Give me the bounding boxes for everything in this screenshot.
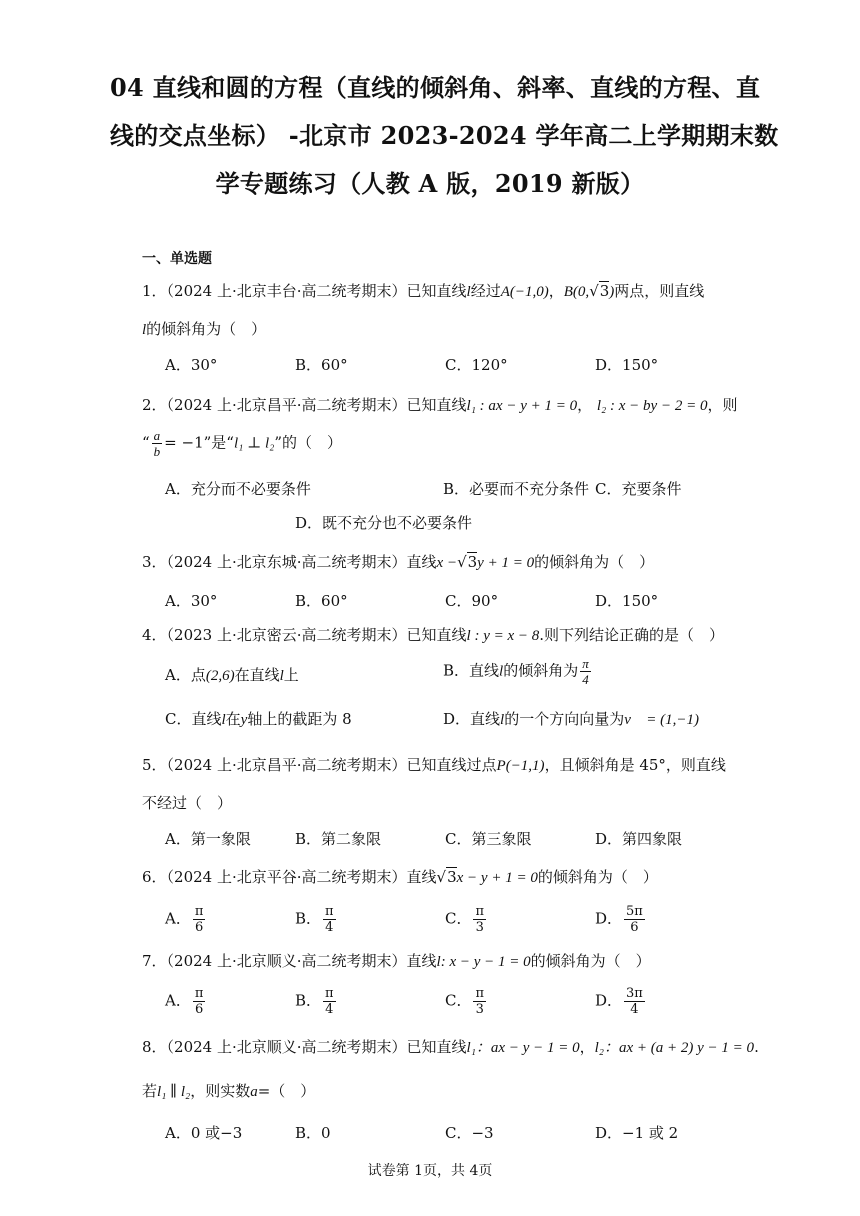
question-3-option-c[interactable]: C．90° — [445, 592, 499, 610]
question-7-option-b[interactable]: B． $\frac{\pi}{4}$ — [295, 986, 334, 1017]
question-6-stem: 6．（2024 上·北京平谷·高二统考期末）直线√3x − y + 1 = 0的倾斜角为（ ） — [142, 868, 658, 886]
question-7-option-c[interactable]: C． $\frac{\pi}{3}$ — [445, 986, 485, 1017]
question-8-stem-line-2: 若l₁ ∥ l₂，则实数a=（ ） — [142, 1082, 316, 1100]
question-8-option-a[interactable]: A．0 或−3 — [165, 1124, 243, 1142]
question-6-option-b[interactable]: B． $\frac{\pi}{4}$ — [295, 904, 334, 935]
question-2-stem-line-2: “ $\frac{a}{b}$ = −1”是“l₁ ⊥ l₂”的（ ） — [142, 428, 343, 459]
question-1-option-a[interactable]: A．30° — [165, 356, 218, 374]
question-2-option-a[interactable]: A．充分而不必要条件 — [165, 480, 311, 498]
question-4-stem: 4．（2023 上·北京密云·高二统考期末）已知直线l : y = x − 8.则下列结论正确的是（ ） — [142, 626, 725, 644]
question-8-option-d[interactable]: D．−1 或 2 — [595, 1124, 679, 1142]
question-3-option-d[interactable]: D．150° — [595, 592, 659, 610]
question-2-option-c[interactable]: C．充要条件 — [595, 480, 682, 498]
section-heading: 一、单选题 — [142, 251, 212, 267]
title-line-1: 04 直线和圆的方程（直线的倾斜角、斜率、直线的方程、直 — [110, 73, 761, 102]
question-8-stem: 8．（2024 上·北京顺义·高二统考期末）已知直线l₁：ax − y − 1 = 0，l₂：ax + (a + 2) y − 1 = 0. — [142, 1038, 759, 1056]
question-3-option-b[interactable]: B．60° — [295, 592, 348, 610]
question-2-option-b[interactable]: B．必要而不充分条件 — [443, 480, 590, 498]
question-4-option-d[interactable]: D．直线l的一个方向向量为v⃗ = (1,−1) — [443, 710, 700, 728]
question-5-stem: 5．（2024 上·北京昌平·高二统考期末）已知直线过点P(−1,1)，且倾斜角是 45°，则直线 — [142, 756, 726, 774]
question-6-option-a[interactable]: A． $\frac{\pi}{6}$ — [165, 904, 204, 935]
question-2-stem: 2．（2024 上·北京昌平·高二统考期末）已知直线l₁ : ax − y + 1 = 0， l₂ : x − by − 2 = 0，则 — [142, 396, 738, 414]
question-2-option-d[interactable]: D．既不充分也不必要条件 — [295, 514, 473, 532]
question-4-option-b[interactable]: B．直线l的倾斜角为 $\frac{\pi}{4}$ — [443, 656, 589, 687]
page-footer: 试卷第 1页，共 4页 — [367, 1163, 493, 1179]
question-5-option-b[interactable]: B．第二象限 — [295, 830, 382, 848]
question-1-stem: 1．（2024 上·北京丰台·高二统考期末）已知直线l经过A(−1,0)，B(0,√3)两点，则直线 — [142, 282, 705, 300]
question-3-stem: 3．（2024 上·北京东城·高二统考期末）直线x −√3y + 1 = 0的倾斜角为（ ） — [142, 553, 655, 571]
question-1-stem-line-2: l的倾斜角为（ ） — [142, 320, 267, 338]
question-7-option-a[interactable]: A． $\frac{\pi}{6}$ — [165, 986, 204, 1017]
title-line-3: 学专题练习（人教 A 版，2019 新版） — [215, 169, 645, 198]
question-5-stem-line-2: 不经过（ ） — [142, 794, 233, 812]
page-title — [110, 64, 779, 208]
question-4-option-c[interactable]: C．直线l在y轴上的截距为 8 — [165, 710, 352, 728]
question-1-option-c[interactable]: C．120° — [445, 356, 508, 374]
question-1-option-b[interactable]: B．60° — [295, 356, 348, 374]
question-6-option-d[interactable]: D． $\frac{5\pi}{6}$ — [595, 904, 643, 935]
question-8-option-b[interactable]: B．0 — [295, 1124, 331, 1142]
question-5-option-d[interactable]: D．第四象限 — [595, 830, 683, 848]
question-6-option-c[interactable]: C． $\frac{\pi}{3}$ — [445, 904, 485, 935]
question-4-option-a[interactable]: A．点(2,6)在直线l上 — [165, 666, 299, 684]
title-line-2: 线的交点坐标） -北京市 2023-2024 学年高二上学期期末数 — [110, 121, 779, 150]
question-5-option-a[interactable]: A．第一象限 — [165, 830, 251, 848]
question-7-stem: 7．（2024 上·北京顺义·高二统考期末）直线l: x − y − 1 = 0的倾斜角为（ ） — [142, 952, 651, 970]
question-3-option-a[interactable]: A．30° — [165, 592, 218, 610]
question-5-option-c[interactable]: C．第三象限 — [445, 830, 532, 848]
question-1-option-d[interactable]: D．150° — [595, 356, 659, 374]
question-7-option-d[interactable]: D． $\frac{3\pi}{4}$ — [595, 986, 643, 1017]
question-8-option-c[interactable]: C．−3 — [445, 1124, 494, 1142]
